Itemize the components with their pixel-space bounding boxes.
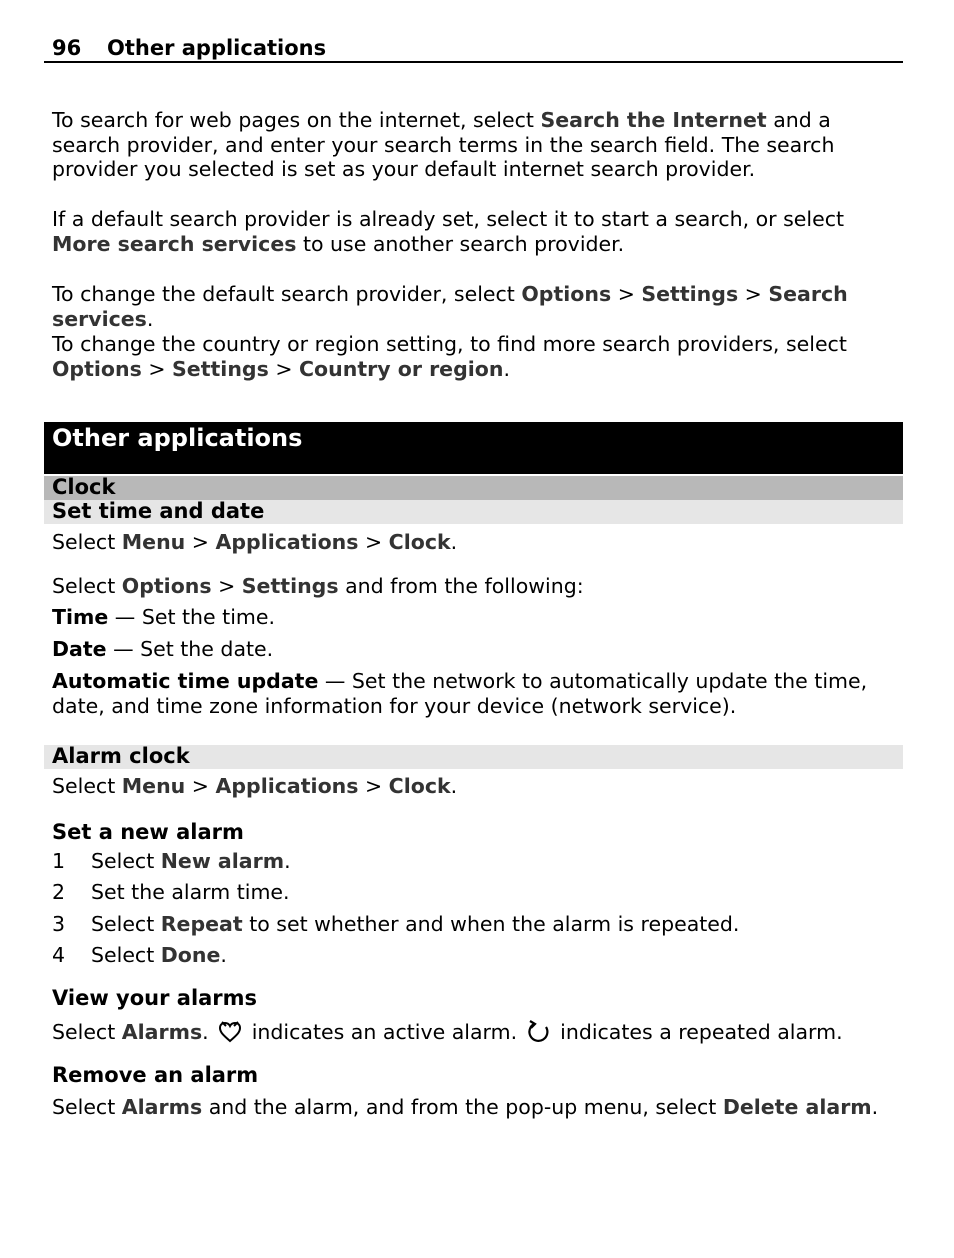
link-search-the-internet: Search the Internet [540,108,767,132]
alarm-path: Select Menu > Applications > Clock. [52,774,458,798]
step-2: 2 Set the alarm time. [52,880,290,904]
subsection-title-set-time: Set time and date [44,500,903,524]
set-time-options: Select Options > Settings and from the following: [52,574,584,598]
option-date: Date — Set the date. [52,637,274,661]
heading-remove-alarm: Remove an alarm [52,1063,259,1087]
intro-paragraph-default: If a default search provider is already set, select it to start a search, or select More search services to use another search provider. [52,207,845,256]
running-header-title: Other applications [107,36,327,60]
intro-paragraph-change-provider: To change the default search provider, select Options > Settings > Search services. [52,282,848,331]
step-3: 3 Select Repeat to set whether and when the alarm is repeated. [52,912,740,936]
subsection-title-alarm-clock: Alarm clock [44,745,903,769]
remove-alarm-text: Select Alarms and the alarm, and from the pop-up menu, select Delete alarm. [52,1095,879,1119]
option-automatic-time-update: Automatic time update — Set the network to automatically update the time, date, and time zone information for your device (network service). [52,669,868,718]
step-1: 1 Select New alarm. [52,849,291,873]
alarm-active-icon [217,1019,243,1045]
view-alarms-text: Select Alarms. indicates an active alarm. indicates a repeated alarm. [52,1020,843,1044]
step-4: 4 Select Done. [52,943,227,967]
heading-view-alarms: View your alarms [52,986,258,1010]
repeat-icon [526,1019,552,1045]
section-title-clock: Clock [44,476,903,500]
page-header [44,34,903,63]
more-search-services: More search services [52,231,297,256]
heading-set-new-alarm: Set a new alarm [52,820,244,844]
page-number: 96 [52,36,82,60]
intro-paragraph-country: To change the country or region setting, to find more search providers, select Options > Settings > Country or region. [52,332,847,381]
chapter-title: Other applications [44,422,903,474]
option-time: Time — Set the time. [52,605,275,629]
set-time-path: Select Menu > Applications > Clock. [52,530,458,554]
intro-paragraph-search: To search for web pages on the internet, select Search the Internet and a search provider, and enter your search terms in the search field. The search provider you selected is set as your default internet search provider. [52,108,835,182]
